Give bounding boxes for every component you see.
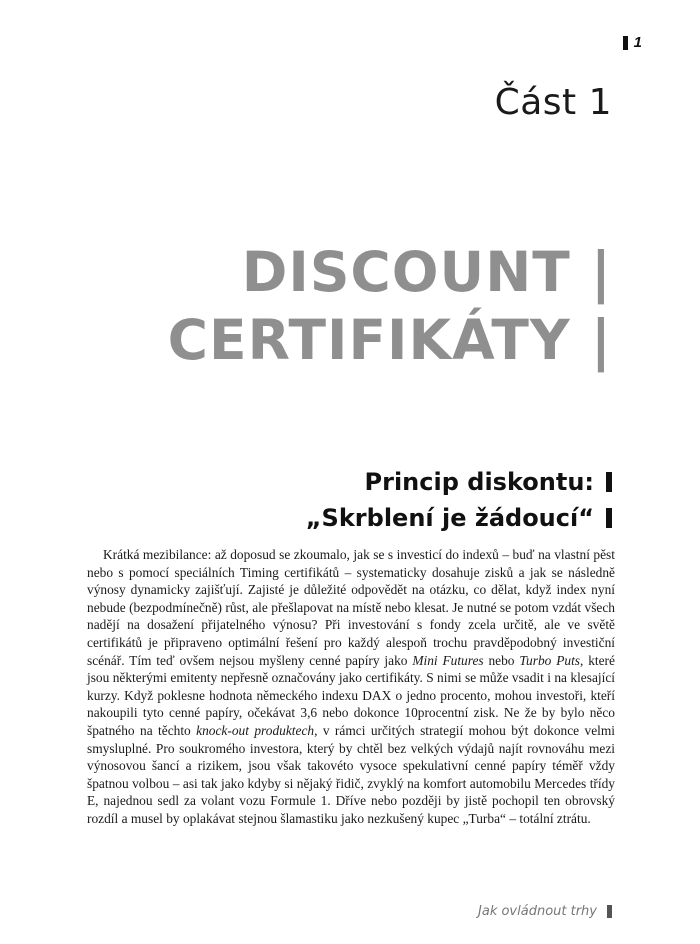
chapter-title-line-1: DISCOUNT |: [241, 240, 612, 304]
section-heading: [306, 464, 612, 536]
part-label: Část 1: [494, 82, 612, 123]
body-text-segment: Krátká mezibilance: až doposud se zkoumalo, jak se s investicí do indexů – buď na vlastní pěst nebo s pomocí speciálních Timing certifikátů – systematicky dosahuje zisků a jak se následně výnosy dynamicky zajišťují. Zajisté je důležité odpovědět na otázku, co dělat, když index nyní nebude (bezpodmínečně) růst, ale přešlapovat na místě nebo klesat. Je nutné se potom vzdát všech nadějí na dosažení přijatelného výnosu? Při investování s fondy zcela určitě, ale ve světě certifikátů je připraveno optimální řešení pro každý alespoň trochu pravděpodobný investiční scénář. Tím teď ovšem nejsou myšleny cenné papíry jako: [87, 547, 615, 668]
term-mini-futures: Mini Futures: [412, 652, 484, 668]
footer-marker-bar: [607, 905, 612, 918]
chapter-title: [168, 238, 612, 374]
body-text-segment: nebo: [483, 652, 520, 668]
footer-book-title: Jak ovládnout trhy: [478, 904, 597, 919]
section-heading-line-2-text: „Skrblení je žádoucí“: [305, 504, 594, 532]
body-paragraph: [87, 546, 615, 828]
body-text-segment: , v rámci určitých strategií mohou být dokonce velmi smysluplné. Pro soukromého investora, který by chtěl bez velkých výdajů najít rovnováhu mezi výnosovou šancí a rizikem, jsou však takovéto vysoce spekulativní cenné papíry téměř vždy špatnou volbou – asi tak jako kdyby si nějaký řidič, zvyklý na komfort automobilu Mercedes třídy E, najednou sedl za volant vozu Formule 1. Dříve nebo později by jistě pochopil ten obrovský rozdíl a musel by oplakávat stejnou šlamastiku jako nezkušený kupec „Turba“ – totální ztrátu.: [87, 722, 615, 826]
term-knock-out-products: knock-out produktech: [196, 722, 315, 738]
section-heading-line-2: [306, 500, 612, 536]
page-number-text: 1: [633, 34, 642, 51]
section-heading-line-1: [306, 464, 612, 500]
page-marker-bar: [623, 36, 628, 50]
running-footer: [478, 904, 612, 919]
heading-marker-bar: [606, 508, 612, 528]
section-heading-line-1-text: Princip diskontu:: [364, 468, 594, 496]
term-turbo-puts: Turbo Puts: [519, 652, 580, 668]
chapter-title-line-2: CERTIFIKÁTY |: [167, 308, 612, 372]
body-text-segment: , které jsou některými emitenty nepřesně označovány jako certifikáty. S nimi se může vsadit i na klesající kurzy. Když poklesne hodnota německého indexu DAX o jedno procento, mohou investoři, kteří nakoupili tyto cenné papíry, očekávat 3,6 nebo dokonce 10procentní zisk. Ne že by bylo něco špatného na těchto: [87, 652, 615, 738]
page-number: [623, 34, 642, 51]
heading-marker-bar: [606, 472, 612, 492]
